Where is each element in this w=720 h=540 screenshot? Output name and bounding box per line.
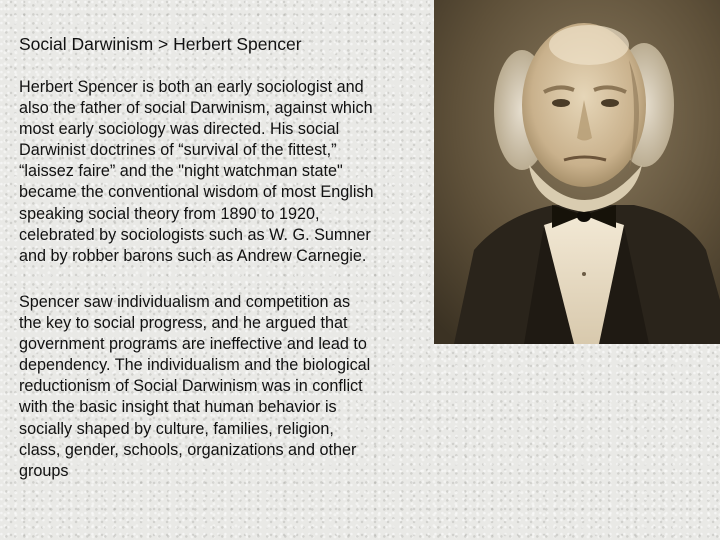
slide-title: Social Darwinism > Herbert Spencer: [19, 34, 302, 54]
body-paragraph-individualism: Spencer saw individualism and competition as the key to social progress, and he argued that government programs are ineffective and lead to dependency. The individualism and the biological reductionism of Social Darwinism was in conflict with the basic insight that human behavior is socially shaped by culture, families, religion, class, gender, schools, organizations and other groups: [19, 293, 371, 480]
portrait-photo-icon: [434, 0, 720, 344]
body-paragraph-spencer-intro: Herbert Spencer is both an early sociologist and also the father of social Darwinism, against which most early sociology was directed. His social Darwinist doctrines of “survival of the fittest,” “laissez faire” and the "night watchman state" became the conventional wisdom of most English speaking social theory from 1890 to 1920, celebrated by sociologists such as W. G. Sumner and by robber barons such as Andrew Carnegie.: [19, 78, 374, 265]
herbert-spencer-portrait: [434, 0, 720, 344]
